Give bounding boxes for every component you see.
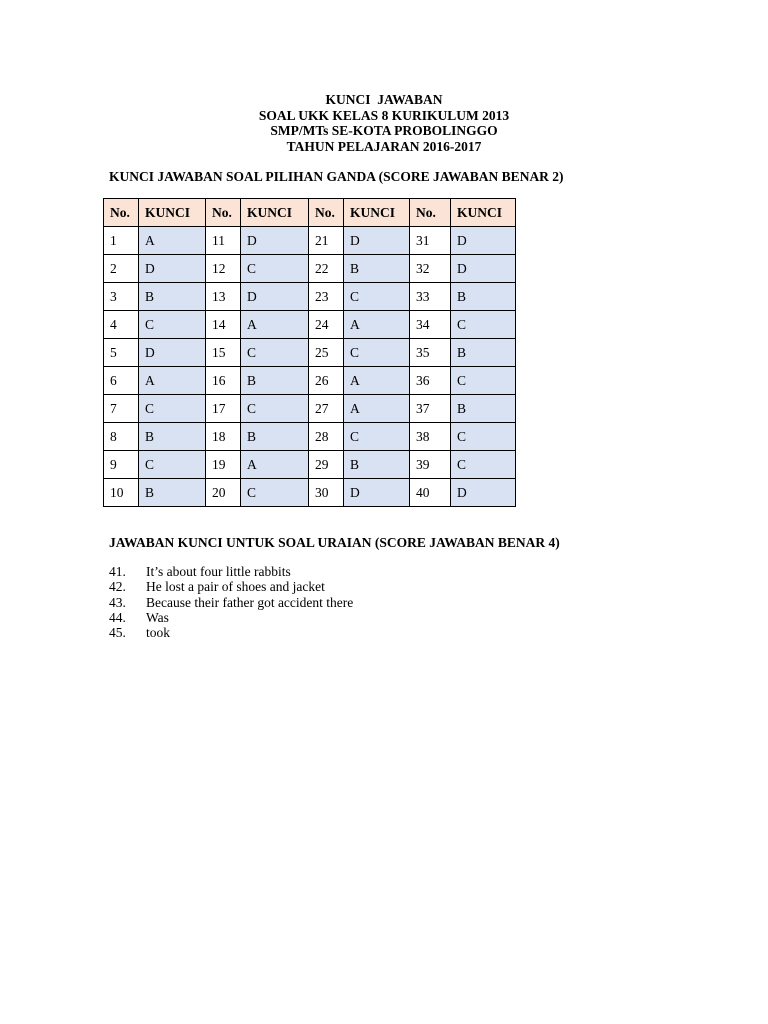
question-number-cell: 30 (309, 479, 344, 507)
question-number-cell: 38 (410, 423, 451, 451)
table-row (104, 479, 516, 507)
question-number-cell: 6 (104, 367, 139, 395)
answer-key-cell: C (451, 311, 516, 339)
question-number-cell: 19 (206, 451, 241, 479)
question-number-cell: 2 (104, 255, 139, 283)
answer-key-cell: C (241, 255, 309, 283)
question-number-cell: 15 (206, 339, 241, 367)
question-number-cell: 7 (104, 395, 139, 423)
question-number-cell: 39 (410, 451, 451, 479)
question-number-cell: 16 (206, 367, 241, 395)
document-title (0, 92, 768, 154)
question-number-cell: 28 (309, 423, 344, 451)
essay-answer-text: Because their father got accident there (146, 594, 354, 610)
answer-key-cell: D (451, 227, 516, 255)
question-number-cell: 31 (410, 227, 451, 255)
multiple-choice-heading: KUNCI JAWABAN SOAL PILIHAN GANDA (SCORE JAWABAN BENAR 2) (109, 169, 564, 184)
question-number-cell: 17 (206, 395, 241, 423)
question-number-cell: 9 (104, 451, 139, 479)
essay-answer-item (109, 579, 353, 594)
question-number-cell: 22 (309, 255, 344, 283)
answer-key-cell: A (139, 227, 206, 255)
question-number-cell: 27 (309, 395, 344, 423)
answer-key-cell: B (139, 283, 206, 311)
essay-answer-item (109, 610, 353, 625)
table-row (104, 255, 516, 283)
question-number-cell: 13 (206, 283, 241, 311)
essay-answer-text: He lost a pair of shoes and jacket (146, 579, 325, 595)
answer-rows (104, 227, 516, 507)
question-number-cell: 5 (104, 339, 139, 367)
question-number-cell: 35 (410, 339, 451, 367)
column-header-key: KUNCI (139, 199, 206, 227)
answer-key-cell: C (451, 423, 516, 451)
column-header-no: No. (309, 199, 344, 227)
title-line: KUNCI JAWABAN (325, 92, 443, 107)
essay-answer-item (109, 595, 353, 610)
question-number-cell: 33 (410, 283, 451, 311)
answer-key-cell: C (241, 479, 309, 507)
question-number-cell: 12 (206, 255, 241, 283)
answer-key-cell: A (139, 367, 206, 395)
answer-key-cell: B (451, 395, 516, 423)
title-line: SMP/MTs SE-KOTA PROBOLINGGO (270, 123, 498, 138)
answer-key-table (103, 198, 516, 507)
table-row (104, 367, 516, 395)
question-number-cell: 29 (309, 451, 344, 479)
column-header-no: No. (206, 199, 241, 227)
answer-key-cell: A (241, 451, 309, 479)
answer-key-cell: A (344, 367, 410, 395)
column-header-no: No. (104, 199, 139, 227)
column-header-no: No. (410, 199, 451, 227)
answer-key-cell: B (451, 339, 516, 367)
essay-answer-text: took (146, 625, 171, 641)
table-row (104, 311, 516, 339)
answer-key-cell: C (344, 283, 410, 311)
essay-answer-number: 41. (109, 564, 126, 579)
essay-answer-number: 44. (109, 609, 126, 625)
answer-key-cell: C (139, 395, 206, 423)
answer-key-cell: B (241, 423, 309, 451)
essay-answer-item (109, 625, 353, 640)
question-number-cell: 21 (309, 227, 344, 255)
table-row (104, 339, 516, 367)
question-number-cell: 18 (206, 423, 241, 451)
question-number-cell: 1 (104, 227, 139, 255)
column-header-key: KUNCI (344, 199, 410, 227)
answer-key-cell: A (344, 395, 410, 423)
title-line: SOAL UKK KELAS 8 KURIKULUM 2013 (258, 107, 510, 123)
question-number-cell: 11 (206, 227, 241, 255)
essay-heading: JAWABAN KUNCI UNTUK SOAL URAIAN (SCORE JAWABAN BENAR 4) (109, 535, 560, 550)
essay-answer-number: 42. (109, 579, 126, 595)
question-number-cell: 3 (104, 283, 139, 311)
essay-answer-item (109, 564, 353, 579)
answer-key-cell: D (241, 283, 309, 311)
answer-key-cell: C (451, 451, 516, 479)
essay-answer-list (109, 564, 353, 640)
answer-key-cell: C (344, 423, 410, 451)
answer-key-cell: B (241, 367, 309, 395)
answer-key-cell: D (344, 227, 410, 255)
table-row (104, 283, 516, 311)
column-header-key: KUNCI (241, 199, 309, 227)
table-row (104, 395, 516, 423)
table-row (104, 423, 516, 451)
answer-key-cell: C (451, 367, 516, 395)
essay-answer-number: 45. (109, 625, 126, 641)
answer-key-cell: D (139, 339, 206, 367)
question-number-cell: 32 (410, 255, 451, 283)
answer-key-cell: B (344, 255, 410, 283)
answer-key-cell: D (451, 479, 516, 507)
question-number-cell: 25 (309, 339, 344, 367)
answer-key-cell: C (139, 311, 206, 339)
essay-answer-text: Was (146, 609, 169, 625)
answer-key-cell: B (451, 283, 516, 311)
answer-key-cell: B (139, 423, 206, 451)
question-number-cell: 40 (410, 479, 451, 507)
answer-key-cell: A (241, 311, 309, 339)
question-number-cell: 4 (104, 311, 139, 339)
table-header-row (104, 199, 516, 227)
title-line: TAHUN PELAJARAN 2016-2017 (286, 138, 482, 154)
table-row (104, 227, 516, 255)
table-row (104, 451, 516, 479)
answer-key-cell: D (139, 255, 206, 283)
answer-key-cell: B (139, 479, 206, 507)
answer-key-cell: C (241, 395, 309, 423)
answer-key-cell: C (344, 339, 410, 367)
answer-key-cell: B (344, 451, 410, 479)
question-number-cell: 14 (206, 311, 241, 339)
column-header-key: KUNCI (451, 199, 516, 227)
essay-answer-text: It’s about four little rabbits (146, 564, 291, 579)
question-number-cell: 34 (410, 311, 451, 339)
question-number-cell: 8 (104, 423, 139, 451)
question-number-cell: 10 (104, 479, 139, 507)
question-number-cell: 37 (410, 395, 451, 423)
answer-key-cell: D (241, 227, 309, 255)
question-number-cell: 26 (309, 367, 344, 395)
essay-answer-number: 43. (109, 594, 126, 610)
answer-key-cell: A (344, 311, 410, 339)
answer-key-cell: D (451, 255, 516, 283)
question-number-cell: 36 (410, 367, 451, 395)
answer-key-cell: D (344, 479, 410, 507)
question-number-cell: 24 (309, 311, 344, 339)
answer-key-cell: C (139, 451, 206, 479)
question-number-cell: 23 (309, 283, 344, 311)
question-number-cell: 20 (206, 479, 241, 507)
answer-key-cell: C (241, 339, 309, 367)
